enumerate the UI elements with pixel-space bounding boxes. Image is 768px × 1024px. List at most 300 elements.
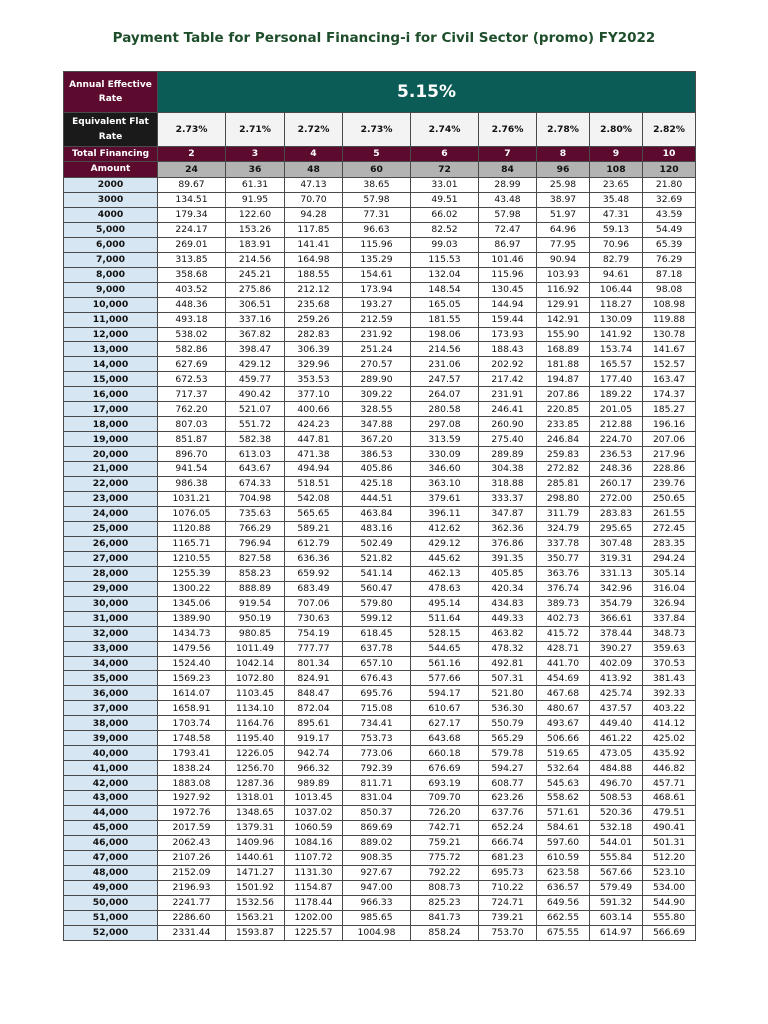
monthly-payment: 490.41 [643, 820, 696, 835]
monthly-payment: 270.57 [343, 357, 411, 372]
monthly-payment: 2017.59 [158, 820, 226, 835]
monthly-payment: 23.65 [590, 178, 643, 193]
monthly-payment: 425.18 [343, 477, 411, 492]
monthly-payment: 201.05 [590, 402, 643, 417]
monthly-payment: 657.10 [343, 656, 411, 671]
monthly-payment: 57.98 [479, 207, 537, 222]
table-row [64, 462, 696, 477]
monthly-payment: 283.83 [590, 506, 643, 521]
monthly-payment: 214.56 [411, 342, 479, 357]
monthly-payment: 2196.93 [158, 880, 226, 895]
monthly-payment: 478.63 [411, 581, 479, 596]
monthly-payment: 379.61 [411, 492, 479, 507]
table-row [64, 417, 696, 432]
financing-amount: 30,000 [64, 596, 158, 611]
financing-amount: 34,000 [64, 656, 158, 671]
monthly-payment: 370.53 [643, 656, 696, 671]
monthly-payment: 405.86 [343, 462, 411, 477]
financing-amount: 35,000 [64, 671, 158, 686]
monthly-payment: 329.96 [285, 357, 343, 372]
financing-amount: 32,000 [64, 626, 158, 641]
table-row [64, 492, 696, 507]
financing-amount: 12,000 [64, 327, 158, 342]
monthly-payment: 565.29 [479, 731, 537, 746]
monthly-payment: 231.91 [479, 387, 537, 402]
monthly-payment: 87.18 [643, 267, 696, 282]
monthly-payment: 239.76 [643, 477, 696, 492]
monthly-payment: 212.12 [285, 282, 343, 297]
monthly-payment: 947.00 [343, 880, 411, 895]
tenor-years: 9 [590, 147, 643, 162]
tenor-months: 84 [479, 162, 537, 178]
table-row [64, 656, 696, 671]
monthly-payment: 471.38 [285, 447, 343, 462]
flat-rate-value: 2.73% [158, 113, 226, 147]
tenor-months: 48 [285, 162, 343, 178]
monthly-payment: 446.82 [643, 761, 696, 776]
tenor-years: 2 [158, 147, 226, 162]
monthly-payment: 506.66 [537, 731, 590, 746]
monthly-payment: 463.82 [479, 626, 537, 641]
monthly-payment: 896.70 [158, 447, 226, 462]
monthly-payment: 181.88 [537, 357, 590, 372]
monthly-payment: 264.07 [411, 387, 479, 402]
financing-amount: 43,000 [64, 791, 158, 806]
monthly-payment: 683.49 [285, 581, 343, 596]
flat-rate-value: 2.80% [590, 113, 643, 147]
monthly-payment: 759.21 [411, 835, 479, 850]
monthly-payment: 528.15 [411, 626, 479, 641]
table-row [64, 820, 696, 835]
monthly-payment: 584.61 [537, 820, 590, 835]
monthly-payment: 47.31 [590, 207, 643, 222]
monthly-payment: 1703.74 [158, 716, 226, 731]
table-row [64, 372, 696, 387]
monthly-payment: 101.46 [479, 252, 537, 267]
monthly-payment: 841.73 [411, 910, 479, 925]
monthly-payment: 623.58 [537, 865, 590, 880]
monthly-payment: 54.49 [643, 222, 696, 237]
monthly-payment: 1972.76 [158, 806, 226, 821]
financing-amount: 7,000 [64, 252, 158, 267]
monthly-payment: 189.22 [590, 387, 643, 402]
monthly-payment: 636.57 [537, 880, 590, 895]
monthly-payment: 1287.36 [226, 776, 285, 791]
monthly-payment: 726.20 [411, 806, 479, 821]
monthly-payment: 298.80 [537, 492, 590, 507]
monthly-payment: 259.83 [537, 447, 590, 462]
financing-amount: 18,000 [64, 417, 158, 432]
monthly-payment: 260.90 [479, 417, 537, 432]
monthly-payment: 599.12 [343, 611, 411, 626]
monthly-payment: 347.87 [479, 506, 537, 521]
monthly-payment: 77.95 [537, 237, 590, 252]
table-row [64, 686, 696, 701]
monthly-payment: 811.71 [343, 776, 411, 791]
table-row [64, 536, 696, 551]
table-row [64, 761, 696, 776]
monthly-payment: 366.61 [590, 611, 643, 626]
monthly-payment: 141.41 [285, 237, 343, 252]
monthly-payment: 520.36 [590, 806, 643, 821]
table-row [64, 611, 696, 626]
monthly-payment: 165.05 [411, 297, 479, 312]
monthly-payment: 449.33 [479, 611, 537, 626]
monthly-payment: 289.89 [479, 447, 537, 462]
monthly-payment: 550.79 [479, 716, 537, 731]
financing-amount: 40,000 [64, 746, 158, 761]
monthly-payment: 1255.39 [158, 566, 226, 581]
monthly-payment: 1409.96 [226, 835, 285, 850]
tenor-years: 5 [343, 147, 411, 162]
monthly-payment: 724.71 [479, 895, 537, 910]
financing-amount: 37,000 [64, 701, 158, 716]
financing-amount: 11,000 [64, 312, 158, 327]
monthly-payment: 163.47 [643, 372, 696, 387]
total-financing-label: Total Financing [64, 147, 158, 162]
monthly-payment: 363.76 [537, 566, 590, 581]
monthly-payment: 403.22 [643, 701, 696, 716]
monthly-payment: 459.77 [226, 372, 285, 387]
table-row [64, 566, 696, 581]
financing-amount: 42,000 [64, 776, 158, 791]
monthly-payment: 480.67 [537, 701, 590, 716]
monthly-payment: 494.94 [285, 462, 343, 477]
table-row [64, 297, 696, 312]
monthly-payment: 545.63 [537, 776, 590, 791]
monthly-payment: 704.98 [226, 492, 285, 507]
financing-amount: 28,000 [64, 566, 158, 581]
monthly-payment: 775.72 [411, 850, 479, 865]
monthly-payment: 493.18 [158, 312, 226, 327]
monthly-payment: 313.59 [411, 432, 479, 447]
monthly-payment: 1210.55 [158, 551, 226, 566]
monthly-payment: 492.81 [479, 656, 537, 671]
monthly-payment: 386.53 [343, 447, 411, 462]
monthly-payment: 116.92 [537, 282, 590, 297]
monthly-payment: 318.88 [479, 477, 537, 492]
monthly-payment: 89.67 [158, 178, 226, 193]
financing-amount: 2000 [64, 178, 158, 193]
monthly-payment: 941.54 [158, 462, 226, 477]
monthly-payment: 144.94 [479, 297, 537, 312]
monthly-payment: 412.62 [411, 521, 479, 536]
monthly-payment: 32.69 [643, 192, 696, 207]
financing-amount: 48,000 [64, 865, 158, 880]
monthly-payment: 333.37 [479, 492, 537, 507]
monthly-payment: 217.96 [643, 447, 696, 462]
monthly-payment: 662.55 [537, 910, 590, 925]
tenor-months: 36 [226, 162, 285, 178]
monthly-payment: 363.10 [411, 477, 479, 492]
monthly-payment: 613.03 [226, 447, 285, 462]
monthly-payment: 454.69 [537, 671, 590, 686]
table-row [64, 596, 696, 611]
monthly-payment: 850.37 [343, 806, 411, 821]
financing-amount: 25,000 [64, 521, 158, 536]
monthly-payment: 889.02 [343, 835, 411, 850]
monthly-payment: 389.73 [537, 596, 590, 611]
monthly-payment: 194.87 [537, 372, 590, 387]
monthly-payment: 82.79 [590, 252, 643, 267]
financing-amount: 50,000 [64, 895, 158, 910]
page-title: Payment Table for Personal Financing-i for Civil Sector (promo) FY2022 [112, 30, 656, 46]
tenor-months: 120 [643, 162, 696, 178]
monthly-payment: 519.65 [537, 746, 590, 761]
monthly-payment: 235.68 [285, 297, 343, 312]
monthly-payment: 695.76 [343, 686, 411, 701]
monthly-payment: 566.69 [643, 925, 696, 940]
monthly-payment: 536.30 [479, 701, 537, 716]
monthly-payment: 342.96 [590, 581, 643, 596]
monthly-payment: 501.31 [643, 835, 696, 850]
tenor-years: 10 [643, 147, 696, 162]
monthly-payment: 437.57 [590, 701, 643, 716]
monthly-payment: 188.55 [285, 267, 343, 282]
monthly-payment: 251.24 [343, 342, 411, 357]
monthly-payment: 493.67 [537, 716, 590, 731]
monthly-payment: 544.65 [411, 641, 479, 656]
monthly-payment: 693.19 [411, 776, 479, 791]
monthly-payment: 734.41 [343, 716, 411, 731]
monthly-payment: 441.70 [537, 656, 590, 671]
monthly-payment: 594.27 [479, 761, 537, 776]
monthly-payment: 1042.14 [226, 656, 285, 671]
monthly-payment: 141.67 [643, 342, 696, 357]
monthly-payment: 65.39 [643, 237, 696, 252]
monthly-payment: 660.18 [411, 746, 479, 761]
monthly-payment: 610.67 [411, 701, 479, 716]
monthly-payment: 1226.05 [226, 746, 285, 761]
monthly-payment: 86.97 [479, 237, 537, 252]
monthly-payment: 272.45 [643, 521, 696, 536]
monthly-payment: 652.24 [479, 820, 537, 835]
monthly-payment: 1031.21 [158, 492, 226, 507]
monthly-payment: 220.85 [537, 402, 590, 417]
monthly-payment: 582.86 [158, 342, 226, 357]
monthly-payment: 33.01 [411, 178, 479, 193]
monthly-payment: 825.23 [411, 895, 479, 910]
monthly-payment: 1569.23 [158, 671, 226, 686]
monthly-payment: 212.59 [343, 312, 411, 327]
monthly-payment: 1256.70 [226, 761, 285, 776]
monthly-payment: 425.74 [590, 686, 643, 701]
monthly-payment: 130.78 [643, 327, 696, 342]
flat-rate-value: 2.82% [643, 113, 696, 147]
monthly-payment: 130.45 [479, 282, 537, 297]
monthly-payment: 61.31 [226, 178, 285, 193]
monthly-payment: 555.80 [643, 910, 696, 925]
monthly-payment: 579.78 [479, 746, 537, 761]
monthly-payment: 122.60 [226, 207, 285, 222]
monthly-payment: 1793.41 [158, 746, 226, 761]
table-row [64, 521, 696, 536]
monthly-payment: 544.01 [590, 835, 643, 850]
monthly-payment: 348.73 [643, 626, 696, 641]
monthly-payment: 542.08 [285, 492, 343, 507]
monthly-payment: 523.10 [643, 865, 696, 880]
monthly-payment: 589.21 [285, 521, 343, 536]
monthly-payment: 47.13 [285, 178, 343, 193]
table-row [64, 237, 696, 252]
monthly-payment: 305.14 [643, 566, 696, 581]
tenor-years: 7 [479, 147, 537, 162]
monthly-payment: 115.96 [479, 267, 537, 282]
financing-amount: 47,000 [64, 850, 158, 865]
monthly-payment: 117.85 [285, 222, 343, 237]
monthly-payment: 198.06 [411, 327, 479, 342]
monthly-payment: 558.62 [537, 791, 590, 806]
monthly-payment: 643.68 [411, 731, 479, 746]
monthly-payment: 2331.44 [158, 925, 226, 940]
monthly-payment: 224.17 [158, 222, 226, 237]
monthly-payment: 402.09 [590, 656, 643, 671]
monthly-payment: 532.18 [590, 820, 643, 835]
table-row [64, 895, 696, 910]
table-row [64, 447, 696, 462]
monthly-payment: 986.38 [158, 477, 226, 492]
financing-amount: 10,000 [64, 297, 158, 312]
payment-table [63, 71, 696, 941]
monthly-payment: 1164.76 [226, 716, 285, 731]
table-row [64, 282, 696, 297]
financing-amount: 19,000 [64, 432, 158, 447]
monthly-payment: 330.09 [411, 447, 479, 462]
financing-amount: 36,000 [64, 686, 158, 701]
monthly-payment: 353.53 [285, 372, 343, 387]
monthly-payment: 135.29 [343, 252, 411, 267]
monthly-payment: 142.91 [537, 312, 590, 327]
table-row [64, 402, 696, 417]
monthly-payment: 294.24 [643, 551, 696, 566]
financing-amount: 14,000 [64, 357, 158, 372]
monthly-payment: 129.91 [537, 297, 590, 312]
financing-amount: 26,000 [64, 536, 158, 551]
table-row [64, 746, 696, 761]
monthly-payment: 672.53 [158, 372, 226, 387]
monthly-payment: 359.63 [643, 641, 696, 656]
monthly-payment: 966.33 [343, 895, 411, 910]
monthly-payment: 507.31 [479, 671, 537, 686]
financing-amount: 22,000 [64, 477, 158, 492]
monthly-payment: 196.16 [643, 417, 696, 432]
monthly-payment: 246.84 [537, 432, 590, 447]
monthly-payment: 461.22 [590, 731, 643, 746]
monthly-payment: 908.35 [343, 850, 411, 865]
monthly-payment: 403.52 [158, 282, 226, 297]
financing-amount: 3000 [64, 192, 158, 207]
monthly-payment: 1300.22 [158, 581, 226, 596]
monthly-payment: 824.91 [285, 671, 343, 686]
monthly-payment: 753.70 [479, 925, 537, 940]
monthly-payment: 21.80 [643, 178, 696, 193]
monthly-payment: 275.40 [479, 432, 537, 447]
monthly-payment: 2152.09 [158, 865, 226, 880]
financing-amount: 41,000 [64, 761, 158, 776]
monthly-payment: 919.54 [226, 596, 285, 611]
monthly-payment: 831.04 [343, 791, 411, 806]
monthly-payment: 445.62 [411, 551, 479, 566]
monthly-payment: 869.69 [343, 820, 411, 835]
monthly-payment: 827.58 [226, 551, 285, 566]
monthly-payment: 1838.24 [158, 761, 226, 776]
monthly-payment: 66.02 [411, 207, 479, 222]
tenor-years: 6 [411, 147, 479, 162]
monthly-payment: 643.67 [226, 462, 285, 477]
monthly-payment: 561.16 [411, 656, 479, 671]
monthly-payment: 307.48 [590, 536, 643, 551]
monthly-payment: 132.04 [411, 267, 479, 282]
monthly-payment: 390.27 [590, 641, 643, 656]
monthly-payment: 269.01 [158, 237, 226, 252]
monthly-payment: 777.77 [285, 641, 343, 656]
monthly-payment: 502.49 [343, 536, 411, 551]
monthly-payment: 496.70 [590, 776, 643, 791]
monthly-payment: 183.91 [226, 237, 285, 252]
monthly-payment: 99.03 [411, 237, 479, 252]
monthly-payment: 43.59 [643, 207, 696, 222]
monthly-payment: 207.86 [537, 387, 590, 402]
monthly-payment: 754.19 [285, 626, 343, 641]
monthly-payment: 324.79 [537, 521, 590, 536]
monthly-payment: 1532.56 [226, 895, 285, 910]
monthly-payment: 1178.44 [285, 895, 343, 910]
monthly-payment: 381.43 [643, 671, 696, 686]
monthly-payment: 177.40 [590, 372, 643, 387]
monthly-payment: 207.06 [643, 432, 696, 447]
monthly-payment: 1037.02 [285, 806, 343, 821]
monthly-payment: 57.98 [343, 192, 411, 207]
financing-amount: 29,000 [64, 581, 158, 596]
financing-amount: 44,000 [64, 806, 158, 821]
financing-amount: 52,000 [64, 925, 158, 940]
flat-rate-label: Equivalent Flat Rate [64, 113, 158, 147]
monthly-payment: 579.80 [343, 596, 411, 611]
monthly-payment: 742.71 [411, 820, 479, 835]
monthly-payment: 637.76 [479, 806, 537, 821]
monthly-payment: 25.98 [537, 178, 590, 193]
table-row [64, 207, 696, 222]
monthly-payment: 134.51 [158, 192, 226, 207]
monthly-payment: 1471.27 [226, 865, 285, 880]
monthly-payment: 414.12 [643, 716, 696, 731]
table-row [64, 342, 696, 357]
tenor-months: 24 [158, 162, 226, 178]
monthly-payment: 608.77 [479, 776, 537, 791]
monthly-payment: 1524.40 [158, 656, 226, 671]
monthly-payment: 153.74 [590, 342, 643, 357]
table-row [64, 551, 696, 566]
monthly-payment: 38.97 [537, 192, 590, 207]
monthly-payment: 378.44 [590, 626, 643, 641]
table-row [64, 432, 696, 447]
financing-amount: 46,000 [64, 835, 158, 850]
monthly-payment: 91.95 [226, 192, 285, 207]
monthly-payment: 231.06 [411, 357, 479, 372]
monthly-payment: 188.43 [479, 342, 537, 357]
monthly-payment: 1165.71 [158, 536, 226, 551]
monthly-payment: 214.56 [226, 252, 285, 267]
financing-amount: 9,000 [64, 282, 158, 297]
monthly-payment: 1072.80 [226, 671, 285, 686]
monthly-payment: 38.65 [343, 178, 411, 193]
monthly-payment: 283.35 [643, 536, 696, 551]
monthly-payment: 695.73 [479, 865, 537, 880]
monthly-payment: 773.06 [343, 746, 411, 761]
monthly-payment: 555.84 [590, 850, 643, 865]
monthly-payment: 762.20 [158, 402, 226, 417]
financing-amount: 45,000 [64, 820, 158, 835]
